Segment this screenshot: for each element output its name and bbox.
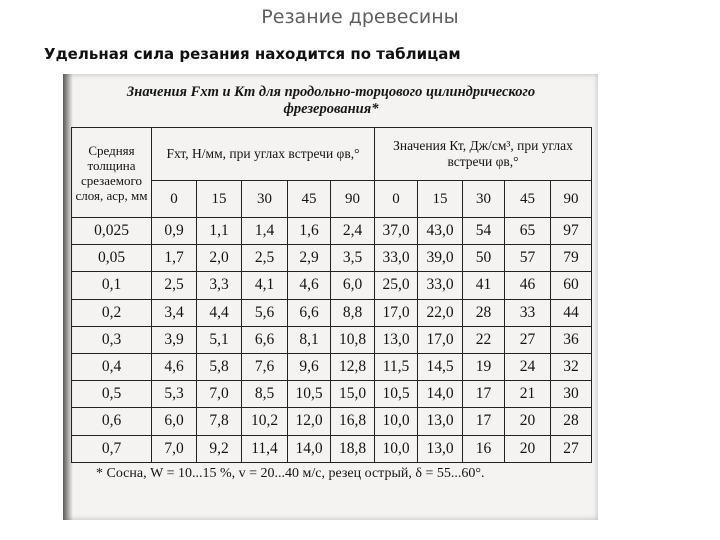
table-row — [72, 272, 592, 299]
force-group-header: Fхт, Н/мм, при углах встречи φв,° — [152, 128, 375, 181]
energy-value-cell: 36 — [551, 326, 592, 353]
force-value-cell: 3,3 — [197, 272, 242, 299]
force-value-cell: 4,6 — [152, 353, 197, 380]
energy-angle-header: 15 — [418, 181, 463, 218]
force-value-cell: 1,1 — [197, 218, 242, 245]
force-value-cell: 1,4 — [242, 218, 288, 245]
energy-value-cell: 37,0 — [375, 218, 418, 245]
energy-value-cell: 10,0 — [375, 408, 418, 435]
energy-value-cell: 10,0 — [375, 435, 418, 462]
force-value-cell: 3,9 — [152, 326, 197, 353]
energy-angle-header: 90 — [551, 181, 592, 218]
energy-value-cell: 10,5 — [375, 381, 418, 408]
table-row — [72, 353, 592, 380]
thickness-cell: 0,05 — [72, 245, 152, 272]
energy-value-cell: 39,0 — [418, 245, 463, 272]
force-value-cell: 10,5 — [288, 381, 331, 408]
energy-value-cell: 14,0 — [418, 381, 463, 408]
cutting-force-table — [71, 127, 592, 463]
thickness-cell: 0,025 — [72, 218, 152, 245]
force-value-cell: 2,4 — [331, 218, 375, 245]
force-value-cell: 2,5 — [152, 272, 197, 299]
force-value-cell: 9,6 — [288, 353, 331, 380]
energy-value-cell: 46 — [505, 272, 551, 299]
energy-value-cell: 41 — [463, 272, 505, 299]
force-angle-header: 45 — [288, 181, 331, 218]
force-value-cell: 4,6 — [288, 272, 331, 299]
force-value-cell: 5,3 — [152, 381, 197, 408]
force-value-cell: 5,8 — [197, 353, 242, 380]
force-value-cell: 8,8 — [331, 299, 375, 326]
table-caption: Значения Fхт и Кт для продольно-торцового цилиндрического — [126, 84, 536, 100]
table-row — [72, 435, 592, 462]
energy-group-header: Значения Кт, Дж/см³, при углах встречи φв,° — [375, 128, 592, 181]
energy-angle-header: 0 — [375, 181, 418, 218]
force-value-cell: 1,7 — [152, 245, 197, 272]
force-value-cell: 7,0 — [152, 435, 197, 462]
force-value-cell: 18,8 — [331, 435, 375, 462]
energy-value-cell: 13,0 — [418, 408, 463, 435]
force-value-cell: 5,1 — [197, 326, 242, 353]
table-row — [72, 218, 592, 245]
energy-angle-header: 30 — [463, 181, 505, 218]
force-value-cell: 3,4 — [152, 299, 197, 326]
energy-value-cell: 13,0 — [418, 435, 463, 462]
force-value-cell: 4,1 — [242, 272, 288, 299]
thickness-cell: 0,6 — [72, 408, 152, 435]
energy-value-cell: 14,5 — [418, 353, 463, 380]
energy-value-cell: 13,0 — [375, 326, 418, 353]
energy-value-cell: 44 — [551, 299, 592, 326]
force-value-cell: 2,5 — [242, 245, 288, 272]
energy-value-cell: 21 — [505, 381, 551, 408]
force-value-cell: 2,9 — [288, 245, 331, 272]
energy-value-cell: 16 — [463, 435, 505, 462]
energy-value-cell: 17,0 — [375, 299, 418, 326]
force-value-cell: 9,2 — [197, 435, 242, 462]
table-row — [72, 381, 592, 408]
energy-value-cell: 24 — [505, 353, 551, 380]
slide-title: Резание древесины — [261, 6, 459, 28]
force-value-cell: 6,0 — [331, 272, 375, 299]
thickness-cell: 0,4 — [72, 353, 152, 380]
force-angle-header: 15 — [197, 181, 242, 218]
force-value-cell: 5,6 — [242, 299, 288, 326]
thickness-cell: 0,2 — [72, 299, 152, 326]
energy-value-cell: 65 — [505, 218, 551, 245]
force-value-cell: 8,1 — [288, 326, 331, 353]
force-angle-header: 90 — [331, 181, 375, 218]
energy-value-cell: 11,5 — [375, 353, 418, 380]
energy-value-cell: 17 — [463, 408, 505, 435]
energy-value-cell: 20 — [505, 408, 551, 435]
table-row — [72, 326, 592, 353]
force-value-cell: 7,0 — [197, 381, 242, 408]
energy-value-cell: 28 — [551, 408, 592, 435]
energy-angle-header: 45 — [505, 181, 551, 218]
energy-value-cell: 30 — [551, 381, 592, 408]
table-row — [72, 299, 592, 326]
table-row — [72, 408, 592, 435]
thickness-cell: 0,5 — [72, 381, 152, 408]
force-angle-header: 30 — [242, 181, 288, 218]
energy-value-cell: 20 — [505, 435, 551, 462]
energy-value-cell: 32 — [551, 353, 592, 380]
energy-value-cell: 17 — [463, 381, 505, 408]
energy-value-cell: 50 — [463, 245, 505, 272]
energy-value-cell: 33 — [505, 299, 551, 326]
energy-value-cell: 27 — [551, 435, 592, 462]
table-footnote: * Сосна, W = 10...15 %, v = 20...40 м/с, резец острый, δ = 55...60°. — [96, 466, 485, 481]
thickness-cell: 0,7 — [72, 435, 152, 462]
force-angle-header: 0 — [152, 181, 197, 218]
force-value-cell: 6,6 — [288, 299, 331, 326]
thickness-cell: 0,1 — [72, 272, 152, 299]
force-value-cell: 7,6 — [242, 353, 288, 380]
table-caption-line2: фрезерования* — [283, 101, 379, 117]
energy-value-cell: 33,0 — [418, 272, 463, 299]
energy-value-cell: 79 — [551, 245, 592, 272]
energy-value-cell: 28 — [463, 299, 505, 326]
energy-value-cell: 33,0 — [375, 245, 418, 272]
force-value-cell: 10,2 — [242, 408, 288, 435]
force-value-cell: 8,5 — [242, 381, 288, 408]
table-row — [72, 245, 592, 272]
force-value-cell: 11,4 — [242, 435, 288, 462]
energy-value-cell: 22,0 — [418, 299, 463, 326]
thickness-header: Средняя толщина срезаемого слоя, aср, мм — [72, 128, 152, 218]
energy-value-cell: 27 — [505, 326, 551, 353]
energy-value-cell: 43,0 — [418, 218, 463, 245]
force-value-cell: 6,6 — [242, 326, 288, 353]
force-value-cell: 2,0 — [197, 245, 242, 272]
energy-value-cell: 97 — [551, 218, 592, 245]
force-value-cell: 3,5 — [331, 245, 375, 272]
force-value-cell: 15,0 — [331, 381, 375, 408]
thickness-cell: 0,3 — [72, 326, 152, 353]
energy-value-cell: 54 — [463, 218, 505, 245]
force-value-cell: 14,0 — [288, 435, 331, 462]
slide-subtitle: Удельная сила резания находится по таблицам — [44, 45, 461, 63]
energy-value-cell: 22 — [463, 326, 505, 353]
force-value-cell: 0,9 — [152, 218, 197, 245]
force-value-cell: 7,8 — [197, 408, 242, 435]
energy-value-cell: 60 — [551, 272, 592, 299]
energy-value-cell: 25,0 — [375, 272, 418, 299]
energy-value-cell: 57 — [505, 245, 551, 272]
energy-value-cell: 17,0 — [418, 326, 463, 353]
force-value-cell: 16,8 — [331, 408, 375, 435]
energy-value-cell: 19 — [463, 353, 505, 380]
force-value-cell: 4,4 — [197, 299, 242, 326]
force-value-cell: 12,0 — [288, 408, 331, 435]
force-value-cell: 1,6 — [288, 218, 331, 245]
force-value-cell: 12,8 — [331, 353, 375, 380]
force-value-cell: 10,8 — [331, 326, 375, 353]
force-value-cell: 6,0 — [152, 408, 197, 435]
